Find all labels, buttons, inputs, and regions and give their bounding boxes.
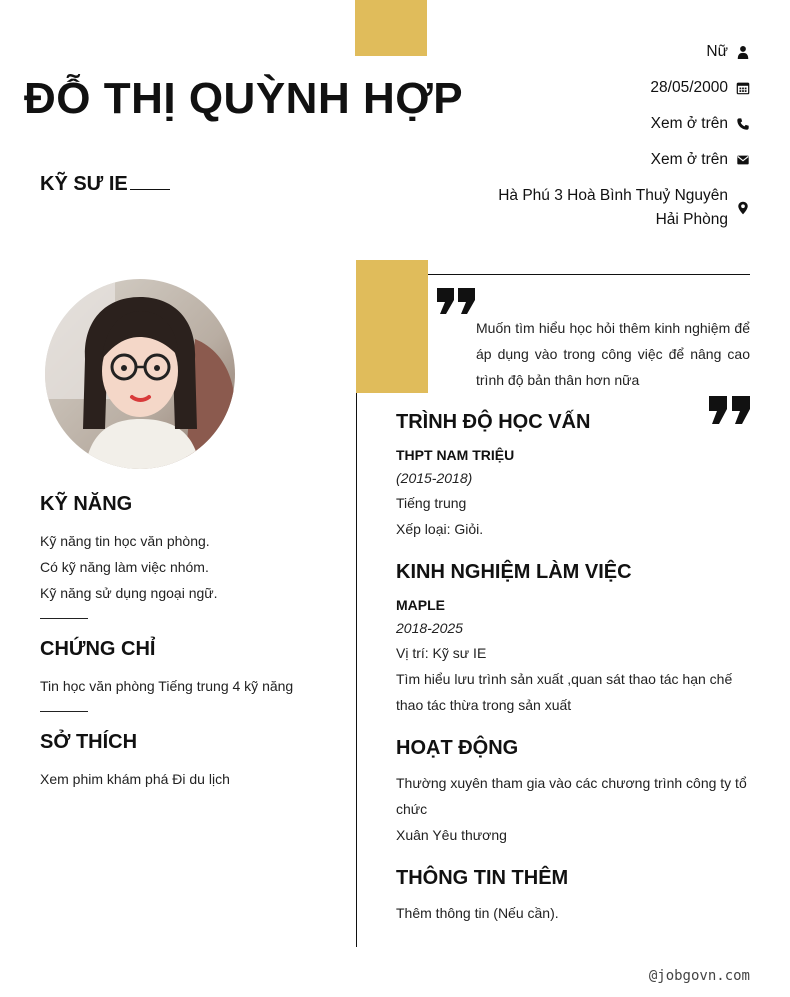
experience-position: Vị trí: Kỹ sư IE xyxy=(396,645,487,661)
more-info-section xyxy=(396,867,750,926)
certificates-title: CHỨNG CHỈ xyxy=(40,638,156,660)
job-title xyxy=(40,173,170,196)
address-line-2: Hải Phòng xyxy=(655,211,728,228)
quote-divider xyxy=(428,274,750,275)
career-objective: Muốn tìm hiểu học hỏi thêm kinh nghiệm để áp dụng vào trong công việc để nâng cao trình độ bản thân hơn nữa xyxy=(476,320,750,388)
dob-value: 28/05/2000 xyxy=(650,79,728,96)
location-pin-icon xyxy=(728,201,750,215)
more-info-text: Thêm thông tin (Nếu cần). xyxy=(396,905,559,921)
address-value xyxy=(498,184,728,232)
job-title-text: KỸ SƯ IE xyxy=(40,173,128,195)
envelope-icon xyxy=(728,153,750,167)
contact-phone xyxy=(450,112,750,136)
gender-value: Nữ xyxy=(706,43,728,60)
education-grade: Xếp loại: Giỏi. xyxy=(396,521,484,537)
hobbies-section xyxy=(40,731,330,792)
certificates-text: Tin học văn phòng Tiếng trung 4 kỹ năng xyxy=(40,678,294,694)
experience-description: Tìm hiểu lưu trình sản xuất ,quan sát thao tác hạn chế thao tác thừa trong sản xuất xyxy=(396,671,733,713)
hobbies-text: Xem phim khám phá Đi du lịch xyxy=(40,771,230,787)
calendar-icon xyxy=(728,81,750,95)
skills-section xyxy=(40,493,330,606)
candidate-name: ĐỖ THỊ QUỲNH HỢP xyxy=(24,74,464,123)
section-divider xyxy=(40,618,88,619)
accent-block-top xyxy=(355,0,427,56)
activities-section xyxy=(396,737,750,848)
education-period: (2015-2018) xyxy=(396,470,473,486)
email-value: Xem ở trên xyxy=(650,151,728,168)
job-title-underline xyxy=(130,189,170,190)
activities-line: Xuân Yêu thương xyxy=(396,827,507,843)
contact-info xyxy=(450,40,750,244)
phone-icon xyxy=(728,117,750,131)
skill-item: Kỹ năng sử dụng ngoại ngữ. xyxy=(40,585,218,601)
quote-open-icon xyxy=(437,288,475,319)
more-info-title: THÔNG TIN THÊM xyxy=(396,867,569,889)
hobbies-title: SỞ THÍCH xyxy=(40,731,138,753)
column-divider xyxy=(356,393,357,947)
profile-photo xyxy=(45,279,235,469)
contact-dob xyxy=(450,76,750,100)
contact-email xyxy=(450,148,750,172)
company-name: MAPLE xyxy=(396,597,445,613)
education-section xyxy=(396,411,750,542)
activities-title: HOẠT ĐỘNG xyxy=(396,737,519,759)
address-line-1: Hà Phú 3 Hoà Bình Thuỷ Nguyên xyxy=(498,187,728,204)
school-name: THPT NAM TRIỆU xyxy=(396,447,515,463)
contact-gender xyxy=(450,40,750,64)
experience-title: KINH NGHIỆM LÀM VIỆC xyxy=(396,561,632,583)
education-major: Tiếng trung xyxy=(396,495,467,511)
person-icon xyxy=(728,45,750,59)
section-divider xyxy=(40,711,88,712)
skills-title: KỸ NĂNG xyxy=(40,493,133,515)
education-title: TRÌNH ĐỘ HỌC VẤN xyxy=(396,411,591,433)
phone-value: Xem ở trên xyxy=(650,115,728,132)
experience-section xyxy=(396,561,750,718)
activities-line: Thường xuyên tham gia vào các chương trình công ty tổ chức xyxy=(396,775,747,817)
skill-item: Kỹ năng tin học văn phòng. xyxy=(40,533,210,549)
accent-block-quote xyxy=(356,260,428,393)
contact-address xyxy=(450,184,750,232)
certificates-section xyxy=(40,638,330,699)
footer-credit: @jobgovn.com xyxy=(648,968,750,984)
skill-item: Có kỹ năng làm việc nhóm. xyxy=(40,559,209,575)
experience-period: 2018-2025 xyxy=(396,620,463,636)
